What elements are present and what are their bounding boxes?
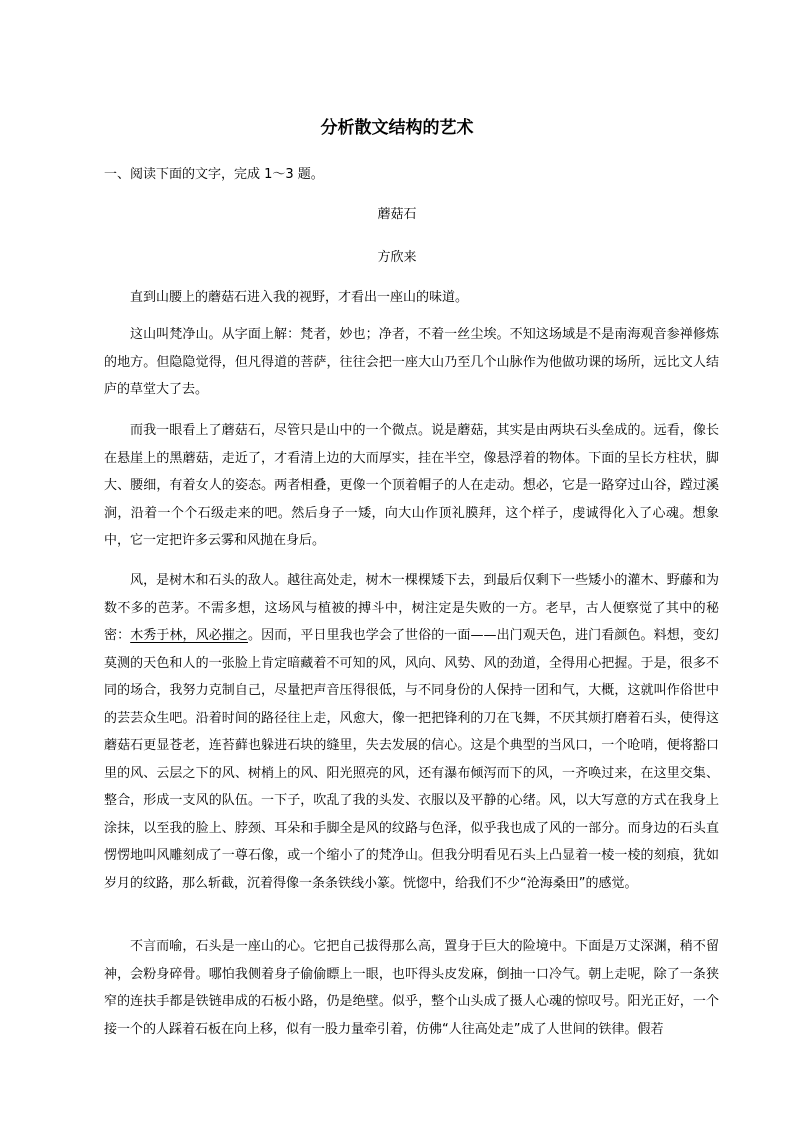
underlined-quote: 木秀于林，风必摧之	[130, 628, 248, 643]
paragraph-5: 不言而喻，石头是一座山的心。它把自己拔得那么高，置身于巨大的险境中。下面是万丈深渊，稍不留神，会粉身碎骨。哪怕我侧着身子偷偷瞟上一眼，也吓得头皮发麻，倒抽一口冷气。朝上走呢，除了一条狭窄的连扶手都是铁链串成的石板小路，仍是绝壁。似乎，整个山头成了摄人心魂的惊叹号。阳光正好，一个接一个的人踩着石板在向上移，似有一股力量牵引着，仿佛“人往高处走”成了人世间的铁律。假若	[104, 939, 719, 1037]
document-title: 分析散文结构的艺术	[320, 118, 474, 138]
paragraph-3: 而我一眼看上了蘑菇石，尽管只是山中的一个微点。说是蘑菇，其实是由两块石头垒成的。远看，像长在悬崖上的黑蘑菇，走近了，才看清上边的大而厚实，挂在半空，像悬浮着的物体。下面的呈长方柱状，脚大、腰细，有着女人的姿态。两者相叠，更像一个顶着帽子的人在走动。想必，它是一路穿过山谷，蹚过溪涧，沿着一个个石级走来的吧。然后身子一矮，向大山作顶礼膜拜，这个样子，虔诚得化入了心魂。想象中，它一定把许多云雾和风抛在身后。	[104, 423, 719, 548]
paragraph-2: 这山叫梵净山。从字面上解：梵者，妙也；净者，不着一丝尘埃。不知这场域是不是南海观音参禅修炼的地方。但隐隐觉得，但凡得道的菩萨，往往会把一座大山乃至几个山脉作为他做功课的场所，远比文人结庐的草堂大了去。	[104, 327, 719, 397]
paragraph-1: 直到山腰上的蘑菇石进入我的视野，才看出一座山的味道。	[130, 290, 469, 305]
paragraph-4-text-before: 风，是树木和石头的敌人。越往高处走，树木一棵棵矮下去，到最后仅剩下一些矮小的灌木、野藤和为数不多的芭茅。不需多想，这场风与植被的搏斗中，树注定是失败的一方。老早，古人便察觉了其中的秘密：	[104, 573, 719, 643]
paragraph-4-text-after: 。因而，平日里我也学会了世俗的一面——出门观天色，进门看颜色。料想，变幻莫测的天色和人的一张脸上肯定暗藏着不可知的风，风向、风势、风的劲道，全得用心把握。于是，很多不同的场合，我努力克制自己，尽量把声音压得很低，与不同身份的人保持一团和气，大概，这就叫作俗世中的芸芸众生吧。沿着时间的路径往上走，风愈大，像一把把锋利的刀在飞舞，不厌其烦打磨着石头，使得这蘑菇石更显苍老，连苔藓也躲进石块的缝里，失去发展的信心。这是个典型的当风口，一个呛哨，便将豁口里的风、云层之下的风、树梢上的风、阳光照亮的风，还有瀑布倾泻而下的风，一齐唤过来，在这里交集、整合，形成一支风的队伍。一下子，吹乱了我的头发、衣服以及平静的心绪。风，以大写意的方式在我身上涂抹，以至我的脸上、脖颈、耳朵和手脚全是风的纹路与色泽，似乎我也成了风的一部分。而身边的石头直愣愣地叫风雕刻成了一尊石像，或一个缩小了的梵净山。但我分明看见石头上凸显着一棱一棱的刻痕，犹如岁月的纹路，那么斩截，沉着得像一条条铁线小篆。恍惚中，给我们不少“沧海桑田”的感觉。	[104, 628, 719, 891]
essay-author: 方欣来	[377, 250, 417, 265]
essay-title: 蘑菇石	[377, 207, 417, 222]
question-heading: 一、阅读下面的文字，完成 1～3 题。	[104, 167, 324, 182]
paragraph-4	[104, 567, 719, 897]
